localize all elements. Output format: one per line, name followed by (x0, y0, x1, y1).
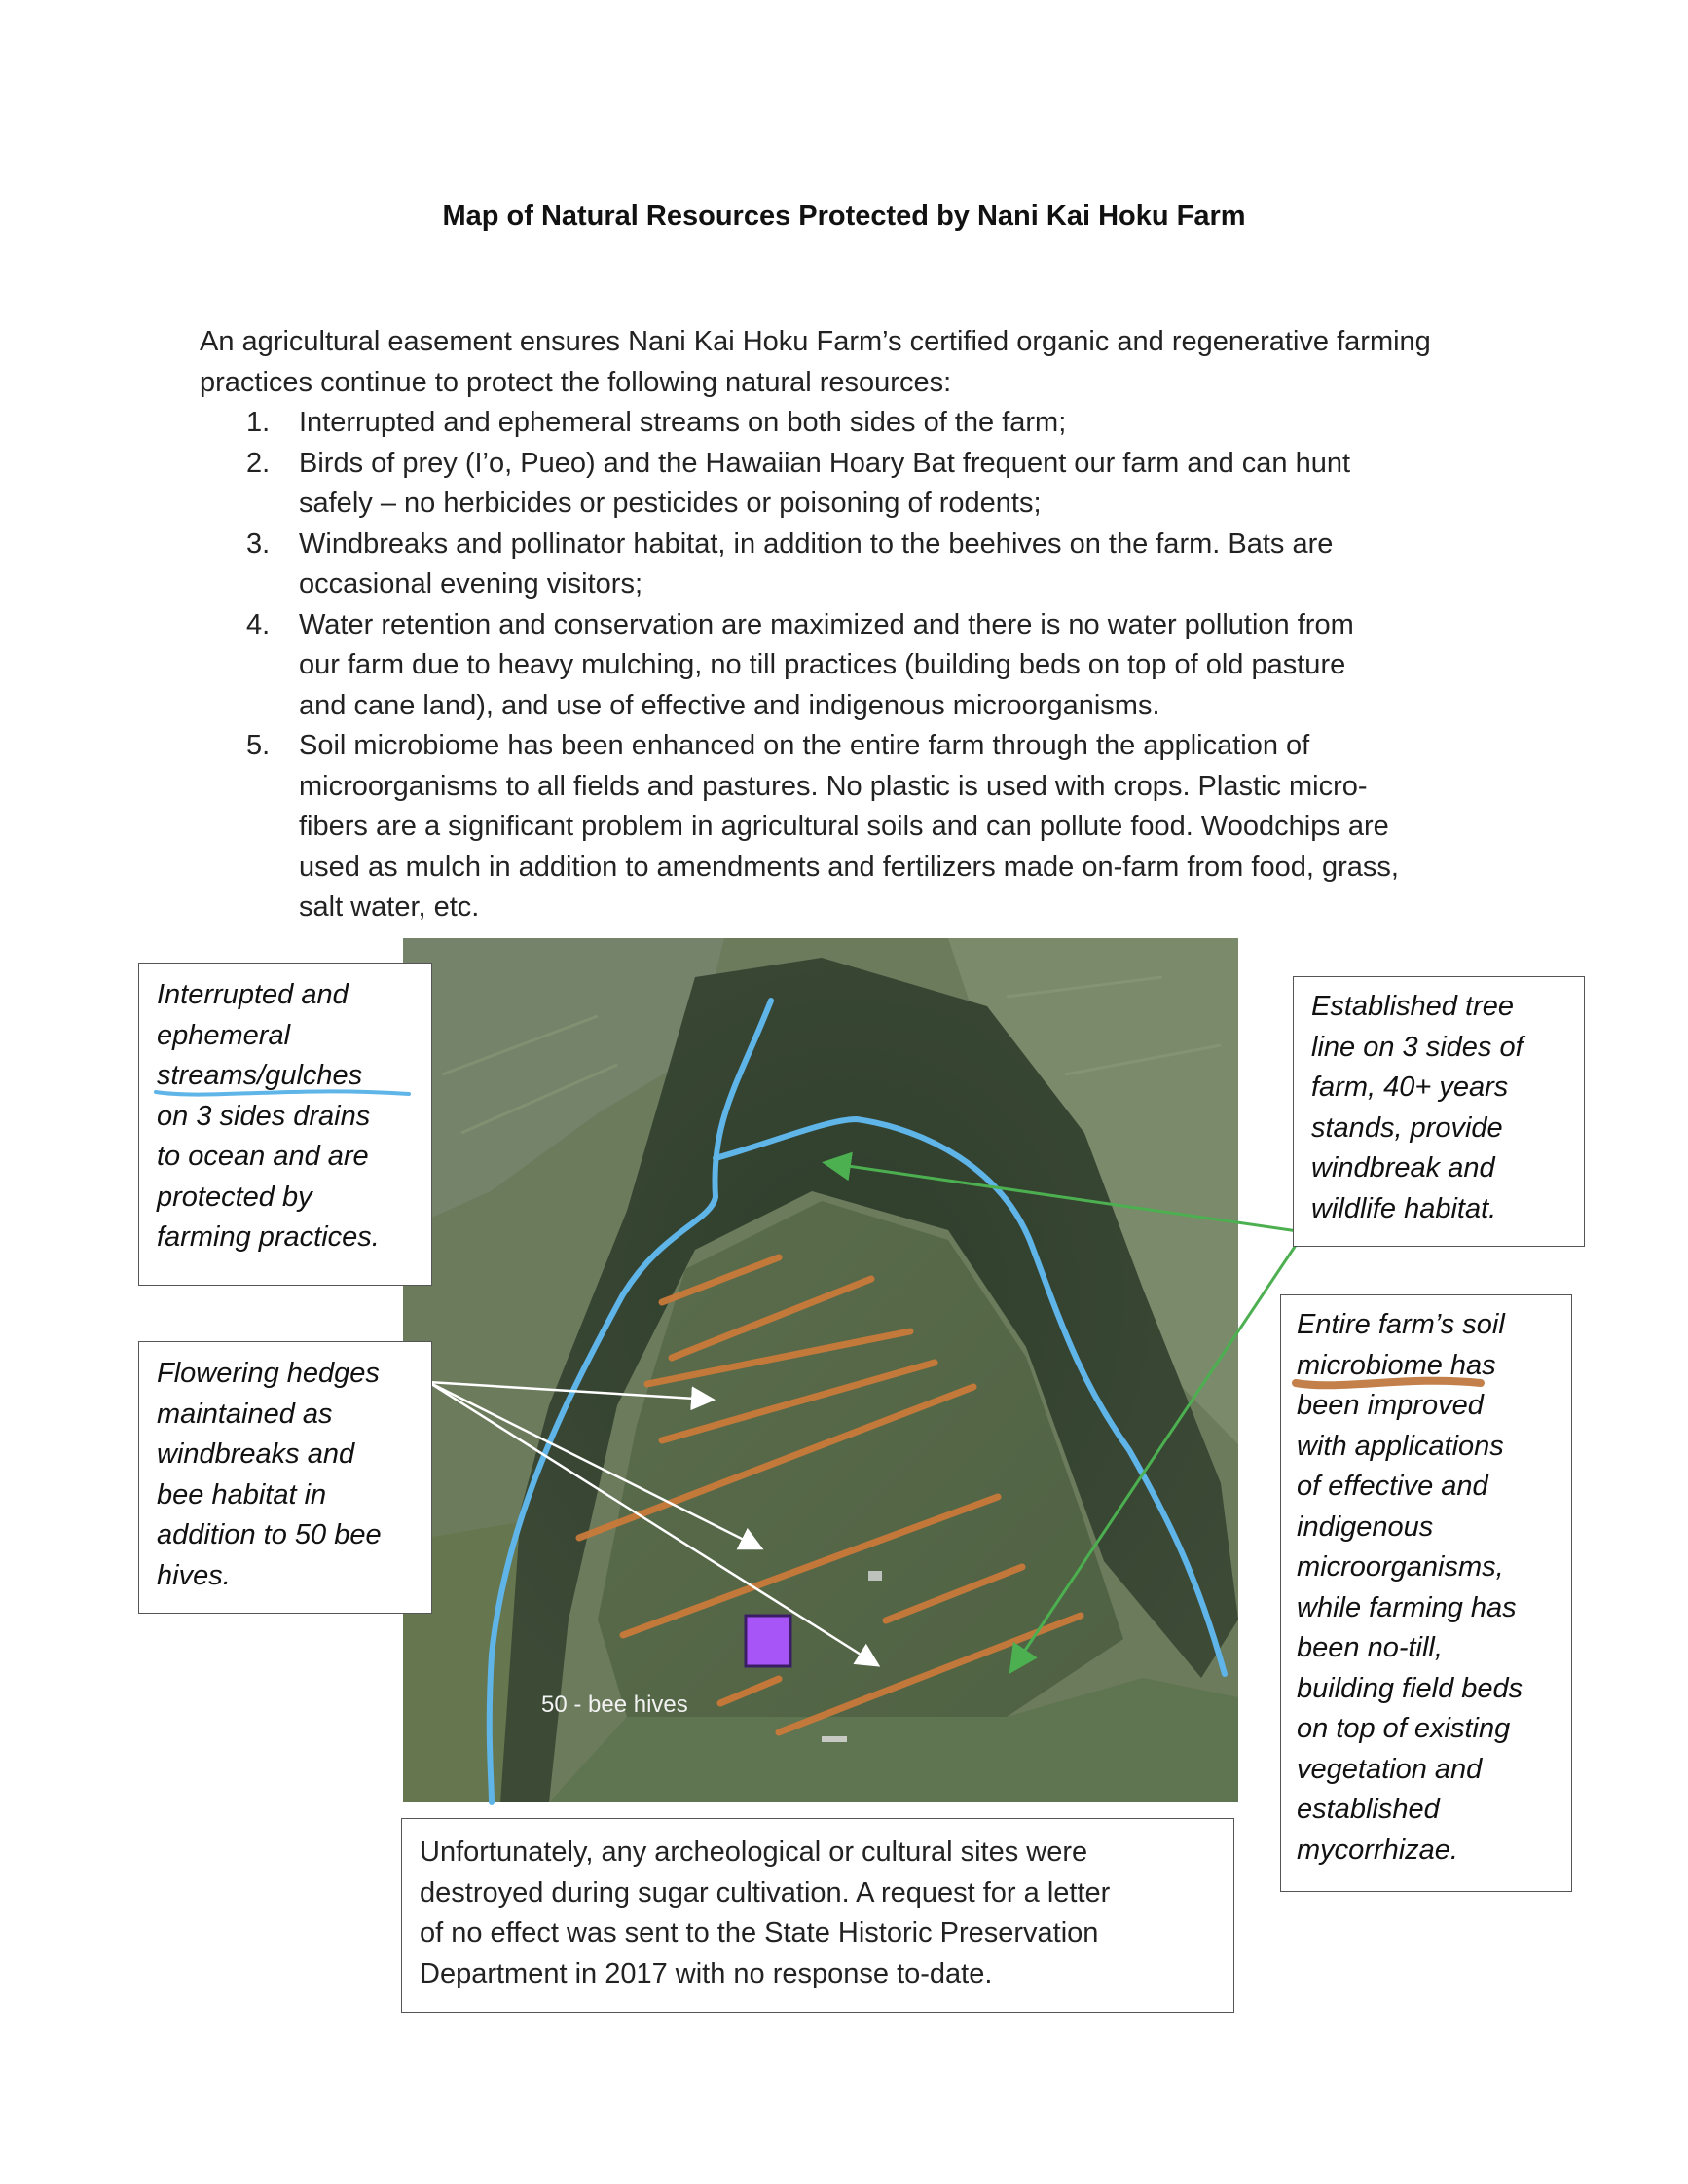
archaeology-note (401, 1818, 1234, 2013)
aerial-imagery (403, 938, 1238, 1802)
page-title: Map of Natural Resources Protected by Nani Kai Hoku Farm (442, 200, 1246, 232)
callout-line: indigenous (1297, 1511, 1434, 1543)
callout-line: established (1297, 1794, 1440, 1825)
list-text-line: our farm due to heavy mulching, no till practices (building beds on top of old pasture (299, 649, 1346, 680)
callout-line: bee habitat in (157, 1478, 327, 1511)
list-item (200, 403, 1523, 444)
aerial-farm-map (403, 938, 1238, 1802)
list-number: 3. (246, 528, 271, 560)
note-line: Unfortunately, any archeological or cultural sites were (420, 1837, 1088, 1868)
callout-line: addition to 50 bee (157, 1519, 382, 1550)
note-line: Department in 2017 with no response to-date. (420, 1957, 993, 1989)
intro-paragraph: An agricultural easement ensures Nani Kai Hoku Farm’s certified organic and regenerative farming practices continue to protect the following natural resources: (200, 326, 1431, 398)
list-number: 2. (246, 447, 271, 479)
resources-list (200, 403, 1523, 928)
callout-streams (138, 963, 432, 1286)
list-number: 5. (246, 730, 271, 761)
callout-line: been no-till, (1297, 1632, 1443, 1663)
callout-line: building field beds (1297, 1672, 1523, 1704)
list-text-line: Windbreaks and pollinator habitat, in addition to the beehives on the farm. Bats are (299, 528, 1334, 560)
list-item (200, 525, 1523, 605)
callout-soil (1280, 1294, 1572, 1892)
callout-line: with applications (1297, 1430, 1504, 1462)
callout-line: streams/gulches (157, 1060, 363, 1091)
callout-line: to ocean and are (157, 1141, 369, 1172)
callout-line: protected by (157, 1181, 312, 1213)
list-text-line: and cane land), and use of effective and indigenous microorganisms. (299, 689, 1160, 721)
list-item (200, 726, 1523, 928)
underline-scribble-blue (151, 1082, 414, 1102)
list-number: 1. (246, 407, 271, 438)
callout-line: Established tree (1311, 991, 1514, 1022)
list-item (200, 605, 1523, 727)
callout-line: vegetation and (1297, 1753, 1483, 1785)
callout-trees (1293, 976, 1585, 1247)
callout-line: ephemeral (157, 1019, 291, 1051)
list-text-line: Soil microbiome has been enhanced on the entire farm through the application of (299, 730, 1310, 761)
callout-line: windbreak and (1311, 1152, 1495, 1183)
callout-line: on 3 sides drains (157, 1100, 371, 1132)
callout-line: farm, 40+ years (1311, 1072, 1509, 1103)
list-text-line: occasional evening visitors; (299, 568, 643, 600)
list-number: 4. (246, 608, 271, 640)
callout-line: wildlife habitat. (1311, 1192, 1497, 1224)
callout-line: on top of existing (1297, 1713, 1511, 1744)
beehive-label: 50 - bee hives (541, 1692, 688, 1718)
underline-scribble-orange (1291, 1369, 1486, 1393)
callout-line: Interrupted and (157, 979, 349, 1010)
callout-line: Flowering hedges (157, 1358, 380, 1389)
list-text-line: used as mulch in addition to amendments and fertilizers made on-farm from food, grass, (299, 851, 1399, 883)
list-text-line: safely – no herbicides or pesticides or poisoning of rodents; (299, 488, 1042, 519)
callout-line: of effective and (1297, 1471, 1488, 1502)
callout-line: been improved (1297, 1390, 1484, 1421)
list-text-line: microorganisms to all fields and pastures. No plastic is used with crops. Plastic micro- (299, 770, 1368, 802)
list-text-line: Water retention and conservation are maximized and there is no water pollution from (299, 608, 1354, 640)
callout-line: microorganisms, (1297, 1551, 1504, 1583)
callout-line: mycorrhizae. (1297, 1834, 1458, 1866)
callout-line: maintained as (157, 1398, 333, 1430)
callout-line: windbreaks and (157, 1438, 355, 1470)
callout-line: microbiome has (1297, 1349, 1496, 1381)
callout-line: while farming has (1297, 1591, 1517, 1623)
callout-hedges (138, 1341, 432, 1614)
callout-line: farming practices. (157, 1221, 380, 1253)
list-text: Interrupted and ephemeral streams on both sides of the farm; (299, 407, 1067, 438)
list-text-line: salt water, etc. (299, 892, 480, 923)
list-item (200, 444, 1523, 525)
note-line: destroyed during sugar cultivation. A request for a letter (420, 1876, 1111, 1909)
callout-line: stands, provide (1311, 1111, 1503, 1144)
callout-line: line on 3 sides of (1311, 1031, 1523, 1063)
list-text-line: fibers are a significant problem in agricultural soils and can pollute food. Woodchips are (299, 811, 1389, 842)
list-text-line: Birds of prey (I’o, Pueo) and the Hawaiian Hoary Bat frequent our farm and can hunt (299, 447, 1351, 479)
callout-line: Entire farm’s soil (1297, 1309, 1505, 1340)
note-line: of no effect was sent to the State Historic Preservation (420, 1917, 1099, 1948)
callout-line: hives. (157, 1559, 231, 1591)
